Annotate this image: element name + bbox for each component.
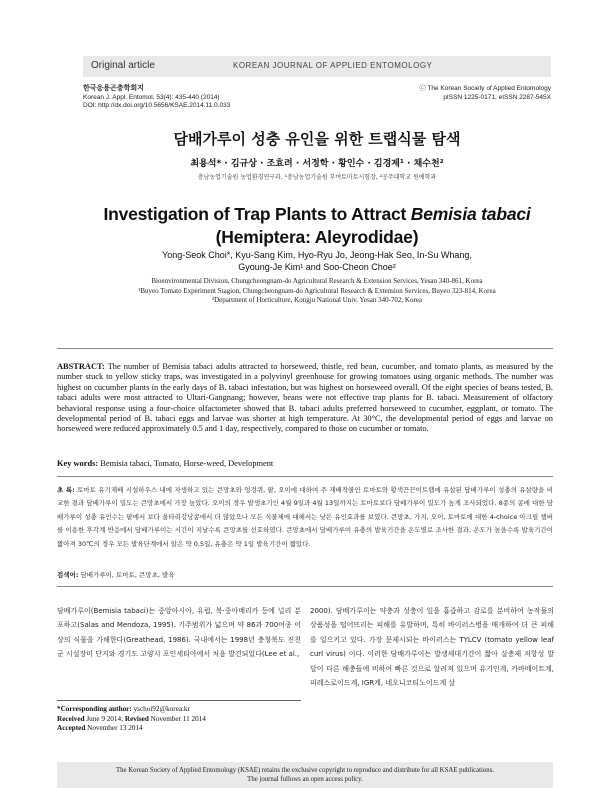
accepted-label: Accepted	[57, 724, 86, 733]
affiliation-2: ¹Buyeo Tomato Experiment Stagion, Chungcheongnam-do Agricultural Research & Extension Services, Buyeo 323-814, Korea	[138, 286, 496, 295]
revised-label: Revised	[124, 714, 149, 723]
english-keywords	[57, 459, 553, 468]
body-column-right: 2000). 담배가루이는 약충과 성충이 잎을 흡즙하고 감로를 분비하여 농작물의 상품성을 떨어뜨리는 피해를 유발하며, 특히 바이러스병을 매개하여 더 큰 피해를 일으키고 있다. 가장 문제시되는 바이러스는 TYLCV (tomato yellow leaf curl virus) 이다. 이러한 담배가루이는 발생세대기간이 짧아 살충제 저항성 발달이 다른 해충들에 비하여 빠른 것으로 알려져 있으며 유기인계, 카바메이트계, 피레스로이드계, IGR계, 네오니코티노이드계 살	[310, 607, 554, 688]
journal-name: KOREAN JOURNAL OF APPLIED ENTOMOLOGY	[233, 61, 433, 70]
korean-title: 담배가루이 성충 유인을 위한 트랩식물 탐색	[173, 130, 461, 148]
korean-authors: 최용석* · 김규상 · 조효려 · 서정학 · 황인수 · 김경제¹ · 채수천²	[190, 159, 444, 169]
english-abstract	[57, 362, 553, 435]
footer-line1: The Korean Society of Applied Entomology (KSAE) retains the exclusive copyright to reproduce and distribute for all KSAE publications.	[115, 767, 495, 774]
revised-date: November 11 2014	[150, 714, 206, 723]
received-date: June 9 2014;	[86, 714, 124, 723]
keywords-label: Key words:	[57, 459, 99, 468]
abstract-label: ABSTRACT:	[57, 362, 105, 371]
korean-journal-name: 한국응용곤충학회지	[83, 85, 144, 92]
korean-keywords-label: 검색어:	[57, 571, 79, 579]
correspondence-divider	[57, 700, 301, 701]
divider-mid	[57, 476, 553, 477]
english-title	[0, 203, 600, 249]
corresponding-email[interactable]: yschoi92@korea.kr	[133, 705, 190, 713]
received-label: Received	[57, 714, 85, 723]
affiliation-1: Bioenvironmental Division, Chungcheongnam-do Agricultural Research & Extension Services, Yesan 340-861, Korea	[151, 277, 483, 285]
issn: pISSN 1225-0171, eISSN 2287-545X	[443, 93, 551, 101]
authors-line2: Gyoung-Je Kim¹ and Soo-Cheon Choe²	[238, 261, 396, 272]
journal-header-bar	[83, 56, 551, 77]
section-label: Original article	[91, 60, 155, 71]
abstract-text: The number of Bemisia tabaci adults attracted to horseweed, thistle, red bean, cucumber, and tomato plants, as measured by the number stuck to yellow sticky traps, was investigated in a polyvinyl greenhouse for growing tomatoes using organic methods. The number was highest on cucumber plants in the early days of B. tabaci infestation, but was highest on horseweed overall. Of the eight species of beans tested, B. tabaci adults were most attracted to Ultari-Gangnang; however, beans were not effective trap plants for B. tabaci. Measurement of olfactory behavioral response using a four-choice olfactometer showed that B. tabaci adults preferred horseweed to cucumber, eggplant, or tomato. The developmental period of B. tabaci eggs and larvae was shorter at high temperature. At 30°C, the developmental period of eggs and larvae on horseweed were reduced approximately 0.5 and 1 day, respectively, compared to those on cucumber or tomato.	[57, 362, 553, 434]
copyright-footer	[57, 762, 553, 788]
english-affiliations	[0, 277, 600, 306]
korean-affiliation: 충남농업기술원 농업환경연구과, ¹충남농업기술원 부여토마토시험장, ²공주대학교 원예학과	[197, 174, 437, 181]
corresponding-label: *Corresponding author:	[57, 705, 132, 713]
korean-keywords-text: 담배가루이, 토마토, 큰망초, 발육	[80, 571, 175, 579]
korean-keywords	[57, 570, 553, 579]
affiliation-3: ²Department of Horticulture, Kongju National Univ. Yesan 340-702, Korea	[211, 296, 423, 304]
english-title-line2: (Hemiptera: Aleyrodidae)	[215, 227, 419, 247]
keywords-text: Bemisia tabaci, Tomato, Horse-weed, Development	[100, 459, 274, 468]
english-authors	[0, 250, 600, 273]
copyright-block	[419, 85, 551, 102]
korean-abstract-text: 토마토 유기재배 시설하우스 내에 자생하고 있는 큰망초와 엉겅퀴, 팥, 오이에 대하여 주 재배작물인 토마토와 황색끈끈이트랩에 유살된 담배가루이 성충의 유살량을 비교한 결과 담배가루이 밀도는 큰망초에서 가장 높았다. 오이의 경우 발생초기인 4월 9일과 4월 13일까지는 토마토보다 담배가루이 밀도가 높게 조사되었다. 8종의 콩에 대한 담배가루이 성충 유인수는 팥에서 보다 울타리강낭콩에서 더 많았으나 모든 식물체에 대해서는 낮은 유인효과를 보였다. 큰망초, 가지, 오이, 토마토에 대한 4-choice 아크릴 챔버를 이용한 후각계 반응에서 담배가루이는 시간이 지날수록 큰망초를 선호하였다. 큰망초에서 담배가루이 유충의 발육기간을 온도별로 조사한 결과, 온도가 높을수록 발육기간이 짧아져 30℃의 경우 모든 발육단계에서 알은 약 0.5일, 유충은 약 1일 발육기간이 짧았다.	[57, 486, 553, 548]
korean-abstract	[57, 484, 553, 551]
english-title-line1: Investigation of Trap Plants to Attract	[103, 204, 411, 224]
korean-abstract-label: 초 록:	[57, 486, 75, 494]
accepted-date: November 13 2014	[87, 724, 143, 733]
footer-line2: The journal follows an open access policy.	[247, 776, 363, 783]
body-column-left: 담배가루이(Bemisia tabaci)는 중앙아시아, 유럽, 북·중아메리카 등에 널리 분포하고(Salas and Mendoza, 1995). 기주범위가 넓으며 약 86과 700여종 이상의 식물을 가해한다(Greathead, 1986). 국내에서는 1998년 충청북도 진천군 시설장미 단지와 경기도 고양시 포인세티아에서 처음 발견되었다(Lee et al.,	[57, 607, 301, 659]
divider-body	[57, 586, 553, 587]
divider-top	[57, 348, 553, 349]
doi[interactable]: DOI: http://dx.doi.org/10.5656/KSAE.2014.11.0.033	[83, 102, 231, 109]
citation: Korean J. Appl. Entomol. 53(4): 435-440 (2014)	[83, 93, 220, 101]
english-title-species: Bemisia tabaci	[410, 204, 531, 224]
correspondence-block	[57, 705, 301, 734]
copyright: ⓒ The Korean Society of Applied Entomology	[419, 85, 551, 92]
authors-line1: Yong-Seok Choi*, Kyu-Sang Kim, Hyo-Ryu Jo, Jeong-Hak Seo, In-Su Whang,	[162, 250, 472, 260]
citation-block	[83, 85, 230, 111]
